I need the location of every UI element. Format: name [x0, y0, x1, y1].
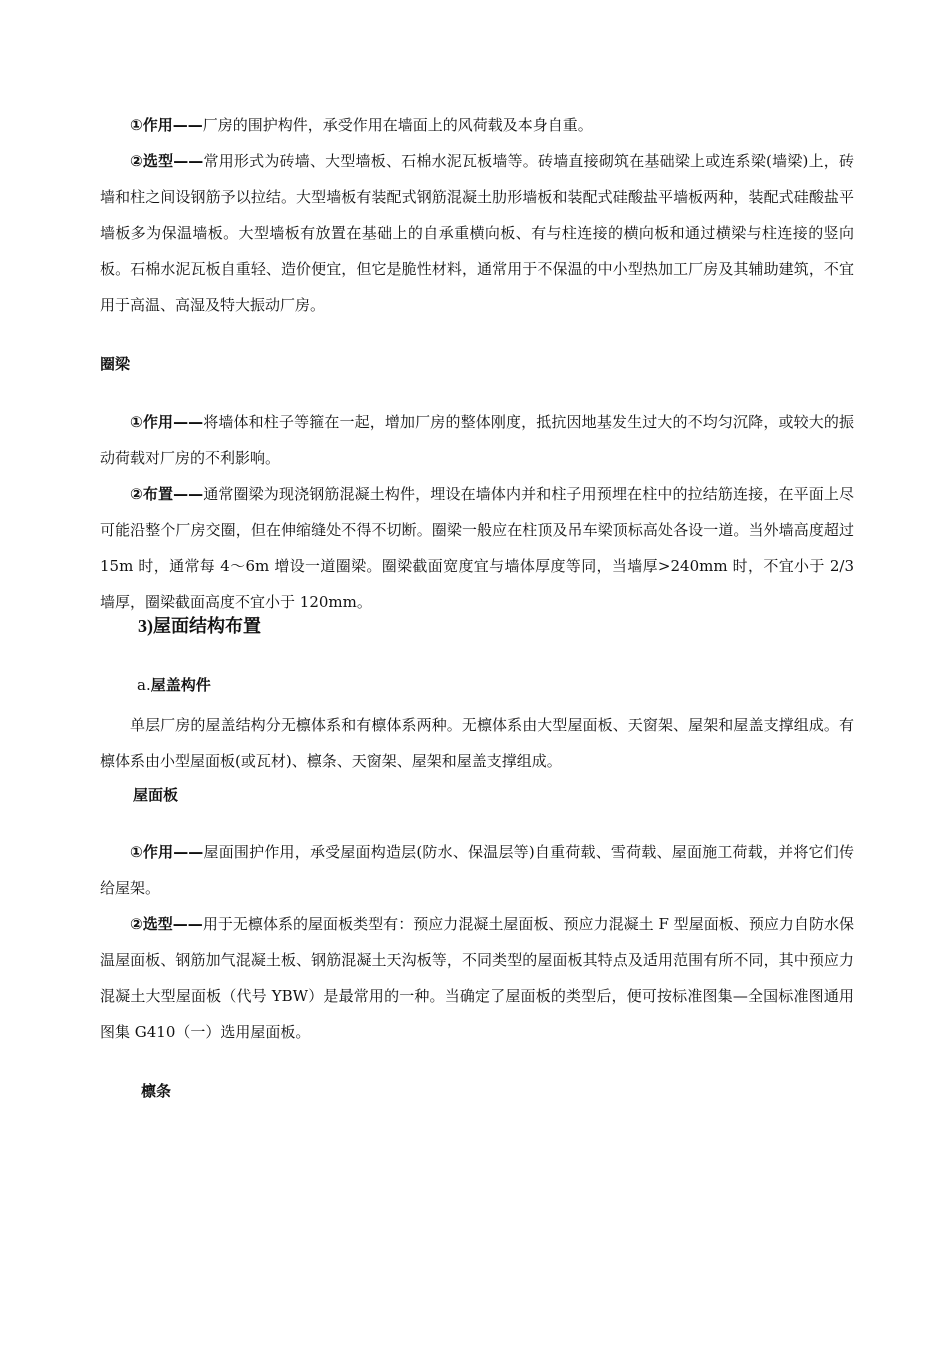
roof-structure-section-heading: 3)屋面结构布置	[138, 616, 261, 636]
ring-beam-layout-text: 通常圈梁为现浇钢筋混凝土构件，埋设在墙体内并和柱子用预埋在柱中的拉结筋连接，在平面上尽可能沿整个厂房交圈，但在伸缩缝处不得不切断。圈梁一般应在柱顶及吊车梁顶标高处各设一道。当外墙高度超过 15m 时，通常每 4～6m 增设一道圈梁。圈梁截面宽度宜与墙体厚度等同，当墙厚>240mm 时，不宜小于 2/3 墙厚，圈梁截面高度不宜小于 120mm。	[100, 485, 855, 611]
wall-selection-label: ②选型——	[130, 152, 204, 170]
purlin-heading: 檩条	[141, 1082, 172, 1100]
ring-beam-function-text: 将墙体和柱子等箍在一起，增加厂房的整体刚度，抵抗因地基发生过大的不均匀沉降，或较大的振动荷载对厂房的不利影响。	[100, 413, 855, 467]
roof-slab-selection-label: ②选型——	[130, 915, 203, 933]
roof-slab-heading: 屋面板	[133, 786, 179, 804]
wall-selection-text: 常用形式为砖墙、大型墙板、石棉水泥瓦板墙等。砖墙直接砌筑在基础梁上或连系梁(墙梁)上，砖墙和柱之间设钢筋予以拉结。大型墙板有装配式钢筋混凝土肋形墙板和装配式硅酸盐平墙板两种，装配式硅酸盐平墙板多为保温墙板。大型墙板有放置在基础上的自承重横向板、有与柱连接的横向板和通过横梁与柱连接的竖向板。石棉水泥瓦板自重轻、造价便宜，但它是脆性材料，通常用于不保温的中小型热加工厂房及其辅助建筑，不宜用于高温、高湿及特大振动厂房。	[100, 152, 854, 314]
ring-beam-heading: 圈梁	[100, 355, 131, 373]
roof-slab-function-paragraph	[100, 834, 854, 906]
ring-beam-layout-paragraph	[100, 476, 854, 620]
wall-function-label: ①作用——	[130, 116, 203, 134]
wall-function-text: 厂房的围护构件，承受作用在墙面上的风荷载及本身自重。	[202, 116, 593, 134]
ring-beam-layout-label: ②布置——	[130, 485, 204, 503]
ring-beam-function-label: ①作用——	[130, 413, 204, 431]
wall-function-paragraph	[100, 107, 854, 143]
roof-slab-selection-text: 用于无檩体系的屋面板类型有：预应力混凝土屋面板、预应力混凝土 F 型屋面板、预应力自防水保温屋面板、钢筋加气混凝土板、钢筋混凝土天沟板等，不同类型的屋面板其特点及适用范围有所不同，其中预应力混凝土大型屋面板（代号 YBW）是最常用的一种。当确定了屋面板的类型后，便可按标准图集—全国标准图通用图集 G410（一）选用屋面板。	[100, 915, 855, 1041]
roof-members-prefix: a.	[137, 676, 151, 694]
roof-slab-selection-paragraph	[100, 906, 854, 1050]
roof-system-paragraph: 单层厂房的屋盖结构分无檩体系和有檩体系两种。无檩体系由大型屋面板、天窗架、屋架和屋盖支撑组成。有檩体系由小型屋面板(或瓦材)、檩条、天窗架、屋架和屋盖支撑组成。	[100, 716, 854, 770]
ring-beam-function-paragraph	[100, 404, 854, 476]
roof-members-title: 屋盖构件	[150, 676, 211, 694]
roof-members-subheading	[137, 675, 211, 695]
roof-slab-function-text: 屋面围护作用，承受屋面构造层(防水、保温层等)自重荷载、雪荷载、屋面施工荷载，并将它们传给屋架。	[100, 843, 854, 897]
wall-selection-paragraph	[100, 143, 854, 323]
roof-slab-function-label: ①作用——	[130, 843, 204, 861]
